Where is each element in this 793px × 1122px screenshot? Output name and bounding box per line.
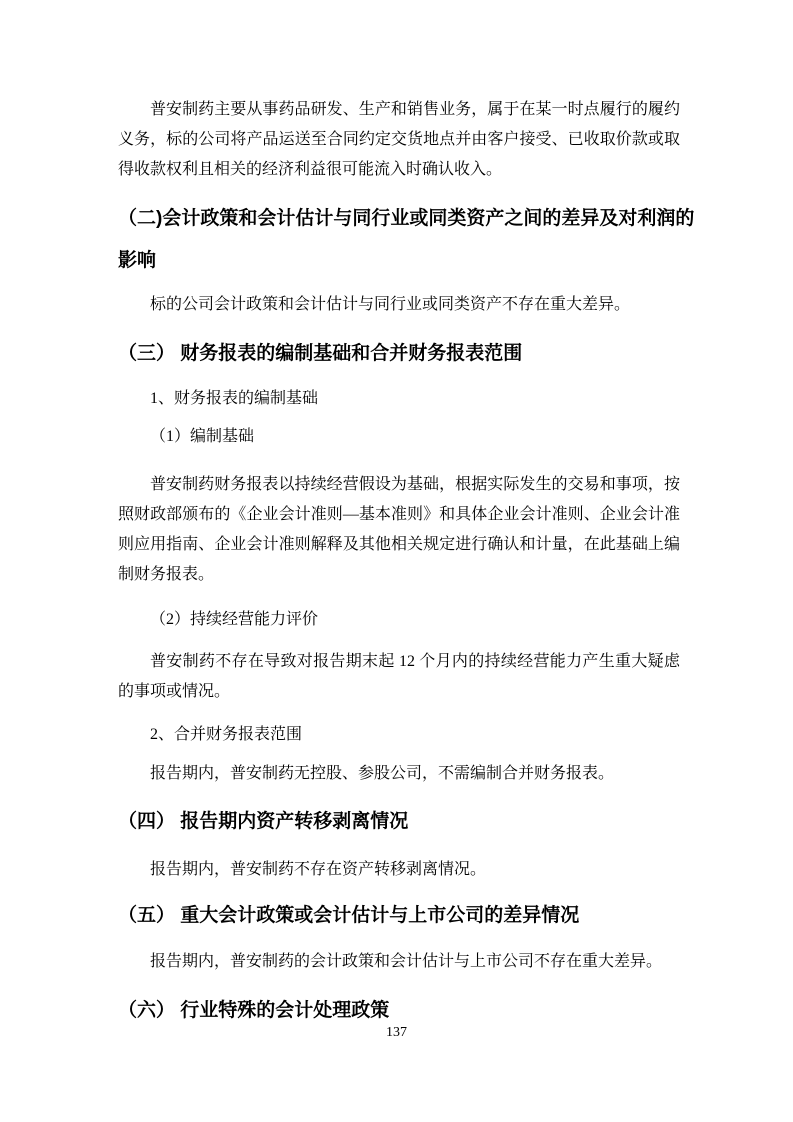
paragraph-listed-company-difference: 报告期内，普安制药的会计政策和会计估计与上市公司不存在重大差异。 <box>150 953 663 970</box>
heading-section-6: （六） 行业特殊的会计处理政策 <box>118 1000 390 1021</box>
paragraph-asset-transfer: 报告期内，普安制药不存在资产转移剥离情况。 <box>150 861 487 878</box>
heading-section-2: （二)会计政策和会计估计与同行业或同类资产之间的差异及对利润的影响 <box>118 208 695 271</box>
list-item-1-2-title: （2）持续经营能力评价 <box>150 611 319 628</box>
list-item-1-title: 1、财务报表的编制基础 <box>150 390 319 407</box>
list-item-2-title: 2、合并财务报表范围 <box>150 726 303 743</box>
heading-section-4: （四） 报告期内资产转移剥离情况 <box>118 811 409 832</box>
paragraph-revenue-recognition: 普安制药主要从事药品研发、生产和销售业务，属于在某一时点履行的履约义务，标的公司将产品运送至合同约定交货地点并由客户接受、已收取价款或取得收款权利且相关的经济利益很可能流入时确认收入。 <box>118 101 680 178</box>
paragraph-going-concern: 普安制药不存在导致对报告期末起 12 个月内的持续经营能力产生重大疑虑的事项或情况。 <box>118 653 680 700</box>
page-number: 137 <box>386 1025 407 1040</box>
paragraph-policy-no-difference: 标的公司会计政策和会计估计与同行业或同类资产不存在重大差异。 <box>150 296 631 313</box>
paragraph-consolidation-scope: 报告期内，普安制药无控股、参股公司，不需编制合并财务报表。 <box>150 765 615 782</box>
heading-section-5: （五） 重大会计政策或会计估计与上市公司的差异情况 <box>118 905 580 926</box>
paragraph-preparation-basis: 普安制药财务报表以持续经营假设为基础，根据实际发生的交易和事项，按照财政部颁布的《企业会计准则—基本准则》和具体企业会计准则、企业会计准则应用指南、企业会计准则解释及其他相关规定进行确认和计量，在此基础上编制财务报表。 <box>118 476 680 583</box>
heading-section-3: （三） 财务报表的编制基础和合并财务报表范围 <box>118 343 523 364</box>
list-item-1-1-title: （1）编制基础 <box>150 428 255 445</box>
